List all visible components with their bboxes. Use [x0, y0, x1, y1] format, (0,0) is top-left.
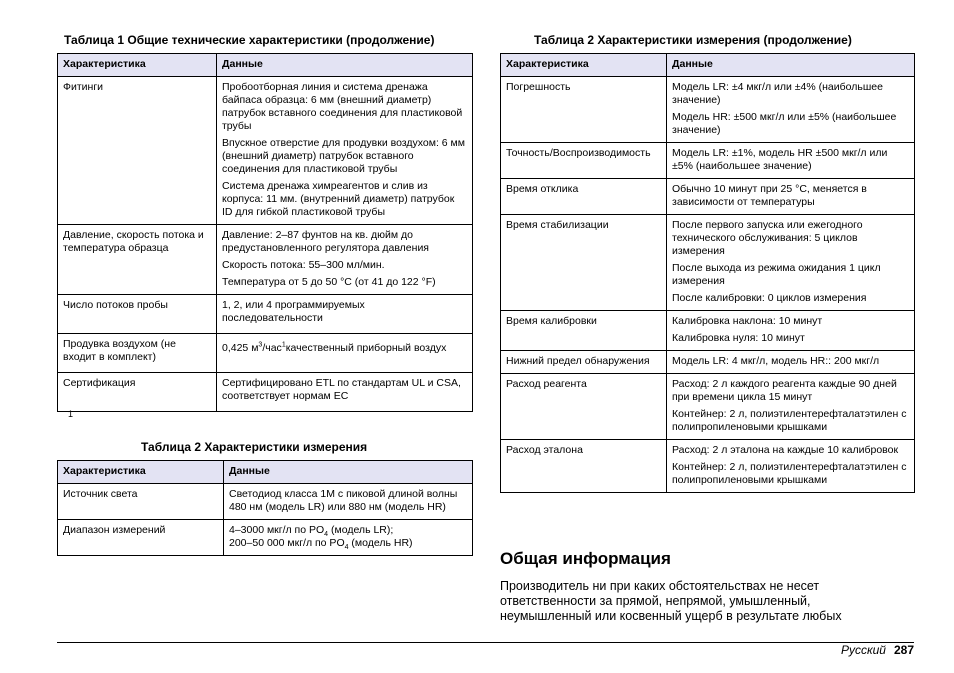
table1-caption: Таблица 1 Общие технические характеристики (продолжение): [64, 33, 435, 47]
value-line: Светодиод класса 1M с пиковой длиной волны 480 нм (модель LR) или 880 нм (модель HR): [229, 488, 458, 513]
table2-header-characteristic: Характеристика: [58, 461, 224, 484]
value-line: Расход: 2 л каждого реагента каждые 90 дней при времени цикла 15 минут: [672, 378, 897, 403]
row-value: [667, 351, 915, 374]
row-value: [217, 77, 473, 225]
table-row: [501, 311, 915, 351]
row-value: [667, 374, 915, 440]
table-row: [501, 351, 915, 374]
page-number: 287: [893, 643, 914, 657]
table2cont: [500, 53, 915, 493]
value-line: Скорость потока: 55–300 мл/мин.: [222, 259, 385, 271]
table1-header-row: [58, 54, 473, 77]
row-label: Время калибровки: [501, 311, 667, 351]
value-line: Система дренажа химреагентов и слив из корпуса: 11 мм. (внутренний диаметр) патрубок ID для гибкой пластиковой трубы: [222, 180, 455, 218]
value-line: Модель LR: 4 мкг/л, модель HR:: 200 мкг/л: [672, 355, 880, 367]
row-label: Расход реагента: [501, 374, 667, 440]
row-value: [667, 440, 915, 493]
footnote-ref: 1: [281, 341, 286, 349]
value-line: Калибровка наклона: 10 минут: [672, 315, 823, 327]
row-label: Время отклика: [501, 179, 667, 215]
table-row: [501, 143, 915, 179]
table2cont-header-data: Данные: [667, 54, 915, 77]
table1: [57, 53, 473, 412]
footer-rule: [57, 642, 914, 643]
table-row: [501, 77, 915, 143]
table2cont-header-row: [501, 54, 915, 77]
table2cont-caption: Таблица 2 Характеристики измерения (продолжение): [534, 33, 852, 47]
row-value: [224, 520, 473, 556]
row-value: [667, 143, 915, 179]
value-line: Модель LR: ±1%, модель HR ±500 мкг/л или ±5% (наибольшее значение): [672, 147, 888, 172]
row-label: Сертификация: [58, 373, 217, 412]
section-paragraph: [500, 579, 842, 624]
row-value: [217, 295, 473, 334]
value-line: После калибровки: 0 циклов измерения: [672, 292, 867, 304]
page-footer: [841, 643, 914, 657]
row-label: Продувка воздухом (не входит в комплект): [58, 334, 217, 373]
table-row: [58, 484, 473, 520]
row-label: Расход эталона: [501, 440, 667, 493]
table-row: [501, 440, 915, 493]
row-label: Фитинги: [58, 77, 217, 225]
value-line: 4–3000 мкг/л по $PO_4$ (модель LR);: [229, 524, 394, 539]
paragraph-line: ответственности за прямой, непрямой, умышленный,: [500, 594, 811, 608]
footnote: 1: [68, 409, 74, 419]
value-line: Калибровка нуля: 10 минут: [672, 332, 805, 344]
row-label: Диапазон измерений: [58, 520, 224, 556]
value-line: Температура от 5 до 50 °C (от 41 до 122 °F): [222, 276, 436, 288]
table2-header-data: Данные: [224, 461, 473, 484]
table2-caption: Таблица 2 Характеристики измерения: [141, 440, 368, 454]
value-line: Контейнер: 2 л, полиэтилентерефталатэтилен с полипропиленовыми крышками: [672, 461, 907, 486]
table-row: [58, 295, 473, 334]
row-value: [667, 179, 915, 215]
row-value: [217, 373, 473, 412]
table-row: [58, 77, 473, 225]
value-line: Расход: 2 л эталона на каждые 10 калибровок: [672, 444, 899, 456]
value-line: После первого запуска или ежегодного технического обслуживания: 5 циклов измерения: [672, 219, 863, 257]
table-row: [501, 179, 915, 215]
table-row: [58, 520, 473, 556]
row-label: Нижний предел обнаружения: [501, 351, 667, 374]
footer-language: Русский: [840, 643, 886, 657]
row-value: [217, 225, 473, 295]
row-value: [667, 215, 915, 311]
value-line: Обычно 10 минут при 25 °C, меняется в зависимости от температуры: [672, 183, 867, 208]
table2-header-row: [58, 461, 473, 484]
row-label: Точность/Воспроизводимость: [501, 143, 667, 179]
row-value: [667, 311, 915, 351]
table-row: [501, 215, 915, 311]
paragraph-line: неумышленный или косвенный ущерб в результате любых: [500, 609, 842, 623]
table-row: [501, 374, 915, 440]
table1-header-characteristic: Характеристика: [58, 54, 217, 77]
table2cont-header-characteristic: Характеристика: [501, 54, 667, 77]
table-row: [58, 373, 473, 412]
row-value: 0,425 $м^3/час^1качественный$ приборный воздух: [217, 334, 473, 373]
value-line: 200–50 000 мкг/л по $PO_4$ (модель HR): [229, 537, 413, 552]
row-label: Погрешность: [501, 77, 667, 143]
table1-header-data: Данные: [217, 54, 473, 77]
table-row: [58, 225, 473, 295]
value-line: Сертифицировано ETL по стандартам UL и CSA, соответствует нормам ЕС: [222, 377, 461, 402]
row-value: [667, 77, 915, 143]
value-line: Пробоотборная линия и система дренажа байпаса образца: 6 мм (внешний диаметр) патрубок вставного соединения для пластиковой трубы: [222, 81, 463, 132]
value-line: После выхода из режима ожидания 1 цикл измерения: [672, 262, 881, 287]
value-line: Модель LR: ±4 мкг/л или ±4% (наибольшее значение): [672, 81, 883, 106]
section-title: Общая информация: [500, 549, 671, 568]
row-label: Источник света: [58, 484, 224, 520]
value-line: Впускное отверстие для продувки воздухом: 6 мм (внешний диаметр) патрубок вставного соединения для пластиковой трубы: [222, 137, 465, 175]
row-label: Число потоков пробы: [58, 295, 217, 334]
row-label: Давление, скорость потока и температура образца: [58, 225, 217, 295]
table2: [57, 460, 473, 556]
row-value: [224, 484, 473, 520]
table-row: [58, 334, 473, 373]
value-line: Модель HR: ±500 мкг/л или ±5% (наибольшее значение): [672, 111, 897, 136]
value-line: Контейнер: 2 л, полиэтилентерефталатэтилен с полипропиленовыми крышками: [672, 408, 907, 433]
row-label: Время стабилизации: [501, 215, 667, 311]
paragraph-line: Производитель ни при каких обстоятельствах не несет: [500, 579, 820, 593]
value-line: 1, 2, или 4 программируемых последовательности: [222, 299, 365, 324]
value-line: Давление: 2–87 фунтов на кв. дюйм до предустановленного регулятора давления: [222, 229, 429, 254]
